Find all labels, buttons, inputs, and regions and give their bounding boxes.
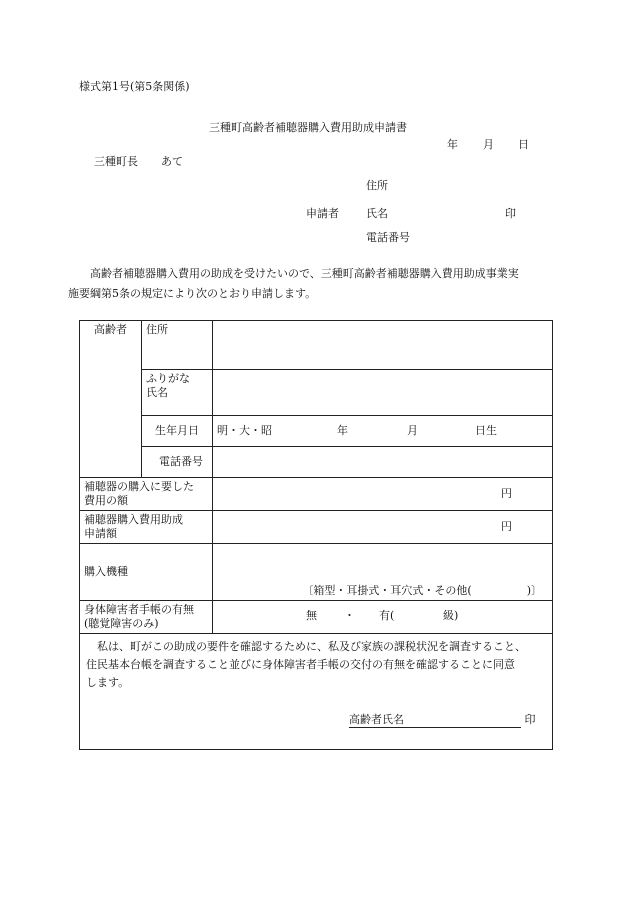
- signature-row: [349, 713, 536, 728]
- intro-line-2: 施要綱第5条の規定により次のとおり申請します。: [68, 287, 317, 300]
- furigana-label: ふりがな: [146, 372, 190, 385]
- handbook-label-2: (聴覚障害のみ): [84, 617, 159, 630]
- date-month-label: 月: [483, 138, 494, 151]
- grant-label-cell: [80, 511, 213, 544]
- application-table: [79, 320, 553, 750]
- date-day-label: 日: [518, 138, 529, 151]
- elderly-label-cell: [80, 321, 142, 478]
- signature-label: 高齢者氏名: [349, 713, 404, 726]
- handbook-grade: 級): [443, 609, 459, 622]
- applicant-name-label: 氏名: [366, 207, 388, 220]
- handbook-none[interactable]: 無: [306, 609, 317, 622]
- cost-unit: 円: [501, 487, 512, 500]
- handbook-label-cell: [80, 601, 213, 634]
- dob-year-label: 年: [337, 424, 348, 437]
- phone-label: 電話番号: [159, 455, 203, 468]
- grant-field[interactable]: [213, 511, 553, 544]
- applicant-address-label: 住所: [366, 179, 388, 192]
- name-label: 氏名: [146, 386, 168, 399]
- addressee-suffix: あて: [161, 155, 183, 168]
- cost-field[interactable]: [213, 478, 553, 511]
- date-year-label: 年: [447, 138, 458, 151]
- phone-label-cell: [142, 447, 213, 478]
- signature-field[interactable]: [349, 713, 521, 728]
- address-label: 住所: [146, 323, 168, 336]
- address-field[interactable]: [213, 321, 553, 370]
- model-label-cell: [80, 544, 213, 601]
- model-options: 〔箱型・耳掛式・耳穴式・その他( )〕: [302, 584, 542, 597]
- grant-unit: 円: [501, 520, 512, 533]
- elderly-label: 高齢者: [94, 323, 127, 336]
- phone-field[interactable]: [213, 447, 553, 478]
- consent-cell: [80, 634, 553, 750]
- applicant-phone-label: 電話番号: [366, 231, 410, 244]
- address-label-cell: [142, 321, 213, 370]
- addressee-name: 三種町長: [94, 155, 138, 168]
- handbook-yes[interactable]: 有(: [379, 609, 395, 622]
- model-label: 購入機種: [84, 565, 128, 578]
- cost-label-cell: [80, 478, 213, 511]
- consent-text: [86, 638, 546, 692]
- dob-label-cell: [142, 416, 213, 447]
- handbook-field[interactable]: [213, 601, 553, 634]
- applicant-label: 申請者: [306, 207, 339, 220]
- consent-line-1: 私は、町がこの助成の要件を確認するために、私及び家族の課税状況を調査すること、: [97, 640, 526, 653]
- dob-day-label: 日生: [475, 424, 497, 437]
- model-field[interactable]: [213, 544, 553, 601]
- handbook-separator: ・: [344, 609, 355, 622]
- applicant-seal: 印: [505, 207, 516, 220]
- intro-paragraph: [68, 264, 551, 304]
- page-title: 三種町高齢者補聴器購入費用助成申請書: [209, 121, 407, 134]
- consent-line-3: します。: [86, 676, 130, 689]
- dob-era: 明・大・昭: [217, 424, 272, 437]
- intro-line-1: 高齢者補聴器購入費用の助成を受けたいので、三種町高齢者補聴器購入費用助成事業実: [90, 267, 519, 280]
- dob-month-label: 月: [407, 424, 418, 437]
- name-label-cell: [142, 370, 213, 416]
- dob-label: 生年月日: [155, 424, 199, 437]
- cost-label-1: 補聴器の購入に要した: [84, 480, 194, 493]
- grant-label-1: 補聴器購入費用助成: [84, 513, 183, 526]
- grant-label-2: 申請額: [84, 527, 117, 540]
- signature-seal: 印: [524, 713, 536, 726]
- dob-field[interactable]: [213, 416, 553, 447]
- name-field[interactable]: [213, 370, 553, 416]
- handbook-label-1: 身体障害者手帳の有無: [84, 603, 194, 616]
- form-number: 様式第1号(第5条関係): [79, 80, 190, 93]
- consent-line-2: 住民基本台帳を調査すること並びに身体障害者手帳の交付の有無を確認することに同意: [86, 658, 515, 671]
- cost-label-2: 費用の額: [84, 494, 128, 507]
